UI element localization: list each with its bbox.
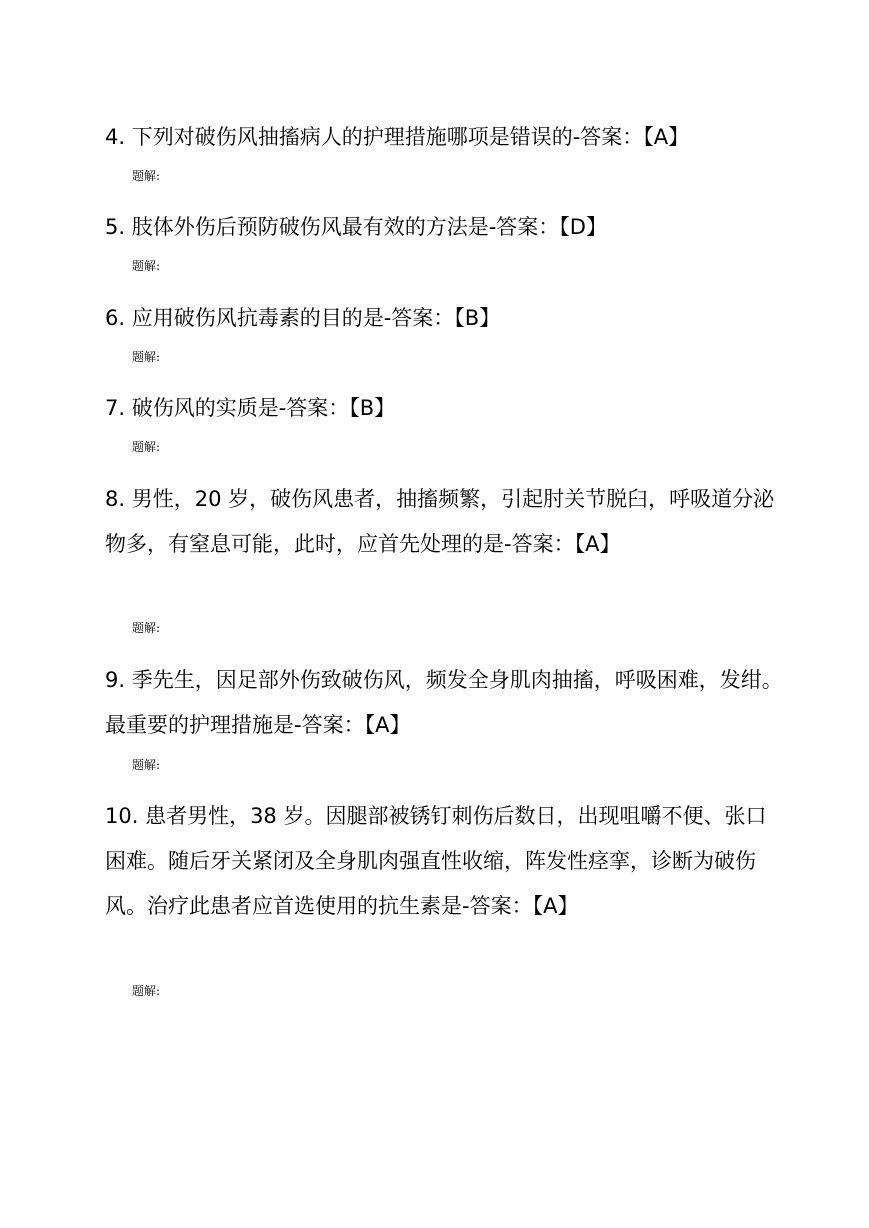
question-10: 10. 患者男性，38 岁。因腿部被锈钉刺伤后数日，出现咀嚼不便、张口困难。随后牙关紧闭及全身肌肉强直性收缩，阵发性痉挛，诊断为破伤风。治疗此患者应首选使用的抗生素是-答案：【A】 — [105, 804, 767, 918]
question-8: 8. 男性，20 岁，破伤风患者，抽搐频繁，引起肘关节脱臼，呼吸道分泌物多，有窒息可能，此时，应首先处理的是-答案：【A】 — [105, 487, 775, 556]
question-7-explanation-label: 题解: — [132, 440, 161, 454]
question-5-explanation-label: 题解: — [132, 259, 161, 273]
question-4-explanation-label: 题解: — [132, 169, 161, 183]
question-5: 5. 肢体外伤后预防破伤风最有效的方法是-答案：【D】 — [105, 215, 607, 239]
question-6-explanation-label: 题解: — [132, 350, 161, 364]
question-8-explanation-label: 题解: — [132, 621, 161, 635]
question-9-explanation-label: 题解: — [132, 758, 161, 772]
question-6: 6. 应用破伤风抗毒素的目的是-答案：【B】 — [105, 306, 501, 330]
question-7: 7. 破伤风的实质是-答案：【B】 — [105, 396, 396, 420]
question-9: 9. 季先生，因足部外伤致破伤风，频发全身肌肉抽搐，呼吸困难，发绀。最重要的护理措施是-答案：【A】 — [105, 668, 783, 737]
question-10-explanation-label: 题解: — [132, 984, 161, 998]
question-4: 4. 下列对破伤风抽搐病人的护理措施哪项是错误的-答案：【A】 — [105, 125, 690, 149]
